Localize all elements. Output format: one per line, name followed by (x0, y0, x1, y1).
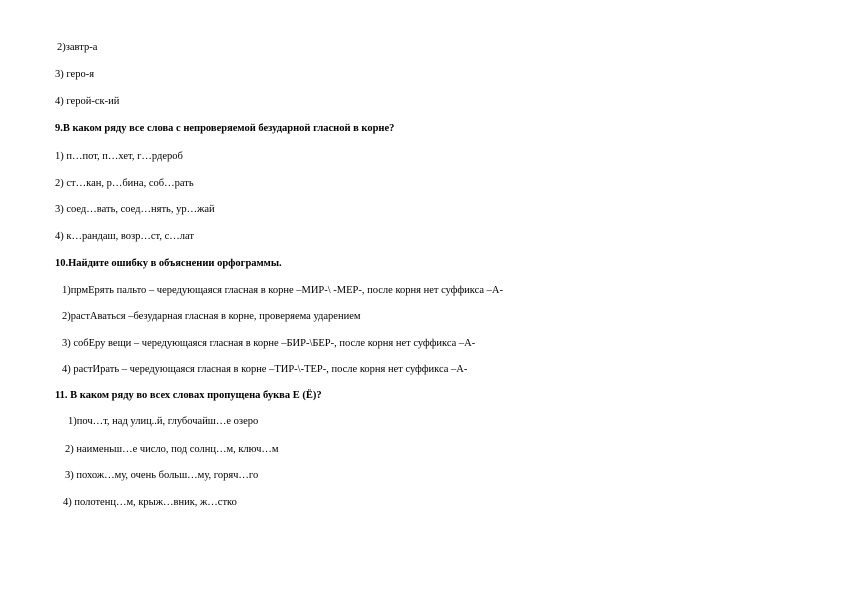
question-11: 11. В каком ряду во всех словах пропущена буква Е (Ё)? (55, 390, 322, 401)
question-9-option-2: 2) ст…кан, р…бина, соб…рать (55, 178, 194, 189)
question-10-option-1: 1)прмЕрять пальто – чередующаяся гласная в корне –МИР-\ -МЕР-, после корня нет суффикса –А- (62, 285, 504, 296)
question-9-option-1: 1) п…пот, п…хет, г…рдероб (55, 151, 183, 162)
question-11-option-2: 2) наименьш…е число, под солнц…м, ключ…м (65, 444, 279, 455)
answer-option-4-geroyskiy: 4) герой-ск-ий (55, 96, 120, 107)
question-10: 10.Найдите ошибку в объяснении орфограммы. (55, 258, 282, 269)
question-11-option-1: 1)поч…т, над улиц..й, глубочайш…е озеро (68, 416, 259, 427)
question-10-option-3: 3) собЕру вещи – чередующаяся гласная в корне –БИР-\БЕР-, после корня нет суффикса –А- (62, 338, 476, 349)
question-9-option-4: 4) к…рандаш, возр…ст, с…лат (55, 231, 194, 242)
answer-option-3-geroya: 3) геро-я (55, 69, 95, 80)
question-9: 9.В каком ряду все слова с непроверяемой безударной гласной в корне? (55, 123, 395, 134)
question-11-option-3: 3) похож…му, очень больш…му, горяч…го (65, 470, 259, 481)
question-11-option-4: 4) полотенц…м, крыж…вник, ж…стко (63, 497, 237, 508)
answer-option-2-zavtra: 2)завтр-а (57, 42, 98, 53)
question-10-option-2: 2)растАваться –безударная гласная в корне, проверяема ударением (62, 311, 361, 322)
question-9-option-3: 3) соед…вать, соед…нять, ур…жай (55, 204, 215, 215)
question-10-option-4: 4) растИрать – чередующаяся гласная в корне –ТИР-\-ТЕР-, после корня нет суффикса –А- (62, 364, 468, 375)
